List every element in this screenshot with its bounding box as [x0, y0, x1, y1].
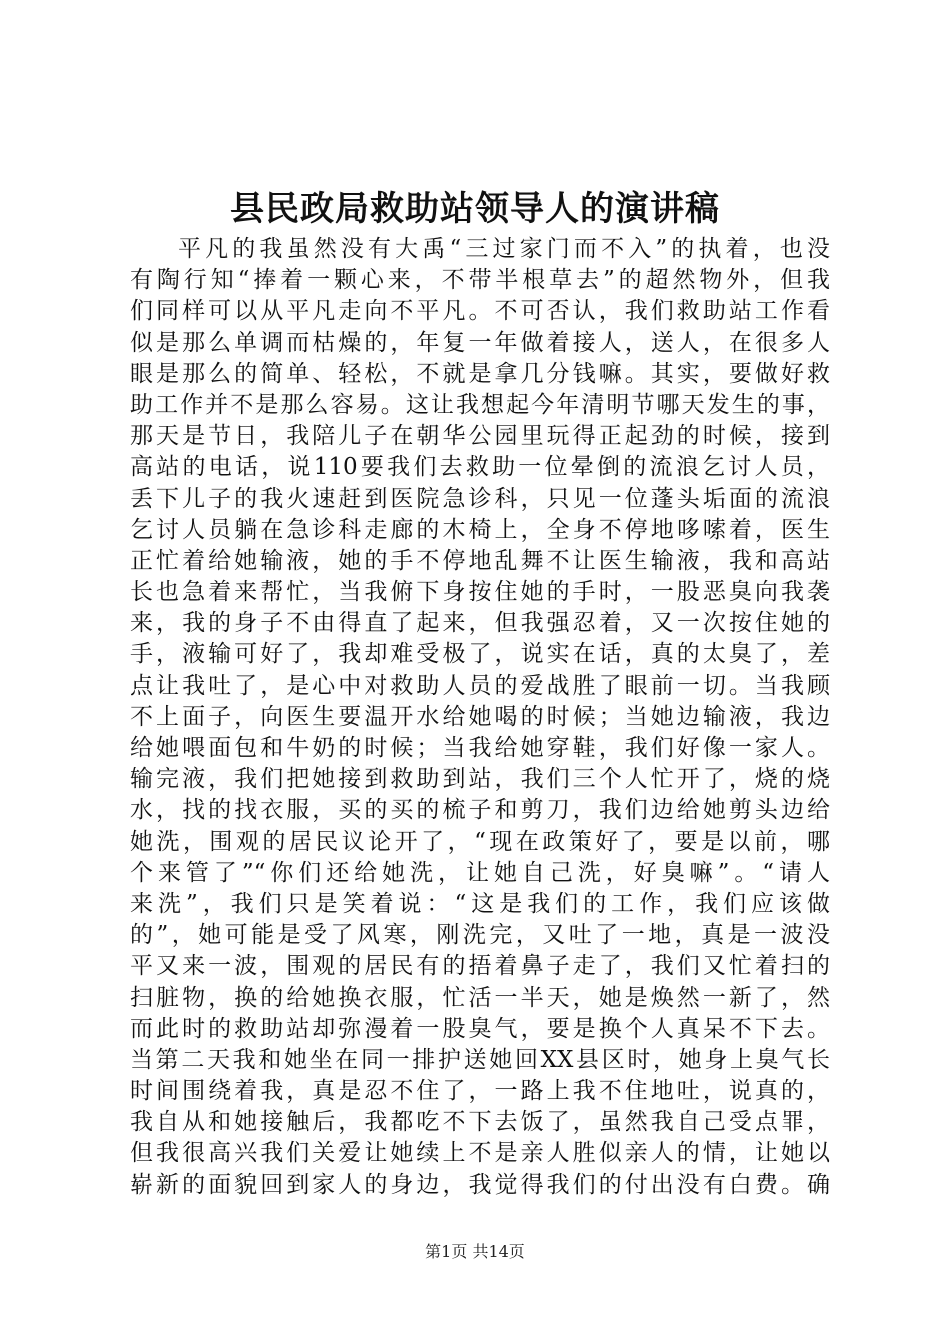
text-line: 她洗，围观的居民议论开了，“现在政策好了，要是以前，哪 — [130, 828, 830, 855]
text-line: 但我很高兴我们关爱让她续上不是亲人胜似亲人的情，让她以 — [130, 1140, 830, 1167]
text-line: 我自从和她接触后，我都吃不下去饭了，虽然我自己受点罪， — [130, 1109, 830, 1136]
text-line: 点让我吐了，是心中对救助人员的爱战胜了眼前一切。当我顾 — [130, 672, 830, 699]
text-line: 崭新的面貌回到家人的身边，我觉得我们的付出没有白费。确 — [130, 1171, 830, 1198]
text-line: 水，找的找衣服，买的买的梳子和剪刀，我们边给她剪头边给 — [130, 797, 830, 824]
text-line: 正忙着给她输液，她的手不停地乱舞不让医生输液，我和高站 — [130, 547, 830, 574]
text-line: 眼是那么的简单、轻松，不就是拿几分钱嘛。其实，要做好救 — [130, 360, 830, 387]
text-line: 似是那么单调而枯燥的，年复一年做着接人，送人，在很多人 — [130, 329, 830, 356]
page-indicator: 第1页 共14页 — [425, 1242, 525, 1261]
text-line: 个来管了”“你们还给她洗，让她自己洗，好臭嘛”。“请人 — [130, 859, 830, 886]
text-line: 扫脏物，换的给她换衣服，忙活一半天，她是焕然一新了，然 — [130, 984, 830, 1011]
text-line: 那天是节日，我陪儿子在朝华公园里玩得正起劲的时候，接到 — [130, 423, 830, 450]
text-line: 来洗”，我们只是笑着说：“这是我们的工作，我们应该做 — [130, 890, 830, 917]
text-line: 输完液，我们把她接到救助到站，我们三个人忙开了，烧的烧 — [130, 766, 830, 793]
text-line: 平又来一波，围观的居民有的捂着鼻子走了，我们又忙着扫的 — [130, 953, 830, 980]
document-title: 县民政局救助站领导人的演讲稿 — [230, 189, 720, 229]
text-line: 们同样可以从平凡走向不平凡。不可否认，我们救助站工作看 — [130, 298, 830, 325]
body-paragraph — [130, 234, 830, 1201]
text-line: 当第二天我和她坐在同一排护送她回XX县区时，她身上臭气长 — [130, 1046, 830, 1073]
text-line: 有陶行知“捧着一颗心来，不带半根草去”的超然物外，但我 — [130, 267, 830, 294]
text-line: 高站的电话，说110要我们去救助一位晕倒的流浪乞讨人员， — [130, 454, 830, 481]
text-line: 平凡的我虽然没有大禹“三过家门而不入”的执着，也没 — [178, 236, 830, 262]
text-line: 丢下儿子的我火速赶到医院急诊科，只见一位蓬头垢面的流浪 — [130, 485, 830, 512]
text-line: 给她喂面包和牛奶的时候；当我给她穿鞋，我们好像一家人。 — [130, 735, 830, 761]
text-line: 的”，她可能是受了风寒，刚洗完，又吐了一地，真是一波没 — [130, 922, 830, 949]
text-line: 时间围绕着我，真是忍不住了，一路上我不住地吐，说真的， — [130, 1078, 830, 1105]
text-line: 乞讨人员躺在急诊科走廊的木椅上，全身不停地哆嗦着，医生 — [130, 516, 830, 543]
text-line: 手，液输可好了，我却难受极了，说实在话，真的太臭了，差 — [130, 641, 830, 668]
text-line: 长也急着来帮忙，当我俯下身按住她的手时，一股恶臭向我袭 — [130, 579, 830, 606]
text-line: 而此时的救助站却弥漫着一股臭气，要是换个人真呆不下去。 — [130, 1015, 830, 1042]
text-line: 助工作并不是那么容易。这让我想起今年清明节哪天发生的事， — [130, 391, 830, 418]
text-line: 不上面子，向医生要温开水给她喝的时候；当她边输液，我边 — [130, 703, 830, 730]
text-line: 来，我的身子不由得直了起来，但我强忍着，又一次按住她的 — [130, 610, 830, 637]
